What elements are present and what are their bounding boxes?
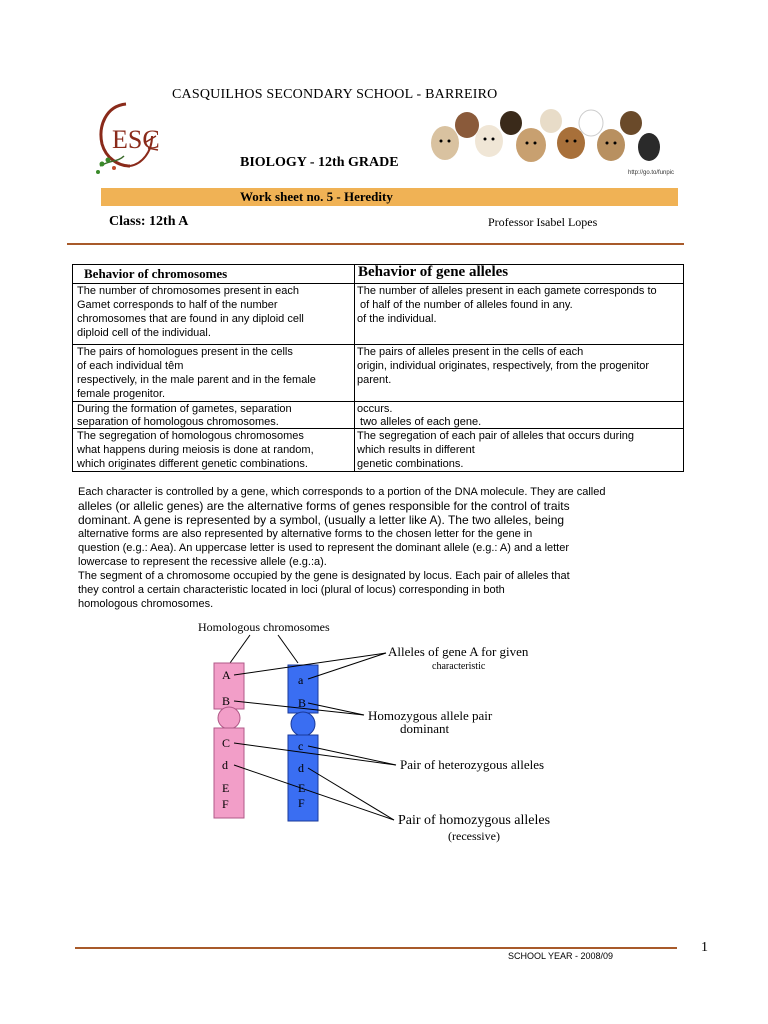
row1-right-line: of the individual. — [357, 313, 437, 325]
grade-title: BIOLOGY - 12th GRADE — [240, 155, 399, 170]
right-locus: B — [298, 696, 307, 710]
row4-right-line: which results in different — [357, 444, 475, 456]
school-logo — [90, 96, 162, 178]
row4-left-line: what happens during meiosis is done at random, — [77, 444, 314, 456]
header-chromosomes: Behavior of chromosomes — [84, 266, 228, 281]
row2-left-line: of each individual têm — [77, 360, 184, 372]
homologous-chromosomes-diagram — [190, 615, 590, 855]
row1-left-line: chromosomes that are found in any diploid cell — [77, 313, 304, 325]
row3-left-line: During the formation of gametes, separation — [77, 403, 292, 415]
row2-right-line: parent. — [357, 374, 392, 386]
right-locus: c — [298, 739, 304, 753]
row1-right-line: The number of alleles present in each gamete corresponds to — [357, 285, 657, 297]
body-text-line: lowercase to represent the recessive allele (e.g.:a). — [78, 556, 327, 568]
left-locus: d — [222, 758, 228, 772]
label-dominant: dominant — [400, 721, 450, 736]
label-characteristic: characteristic — [432, 661, 486, 672]
class-label: Class: 12th A — [109, 214, 189, 229]
worksheet-title: Work sheet no. 5 - Heredity — [240, 189, 393, 204]
row1-left-line: Gamet corresponds to half of the number — [77, 299, 278, 311]
row4-right-line: The segregation of each pair of alleles that occurs during — [357, 430, 634, 442]
footer-divider — [75, 947, 677, 949]
row2-left-line: The pairs of homologues present in the cells — [77, 346, 293, 358]
body-text-line: homologous chromosomes. — [78, 598, 214, 610]
image-credit-url: http://go.to/funpic — [628, 170, 675, 176]
professor-name: Professor Isabel Lopes — [488, 215, 598, 229]
right-locus: E — [298, 781, 306, 795]
body-text-line: The segment of a chromosome occupied by the gene is designated by locus. Each pair of alleles that — [78, 570, 570, 582]
body-text-line: Each character is controlled by a gene, which corresponds to a portion of the DNA molecule. They are called — [78, 486, 606, 498]
left-locus: B — [222, 694, 231, 708]
row-divider — [73, 344, 683, 345]
left-chromosome — [214, 663, 244, 818]
logo-letters: ESC — [112, 125, 160, 154]
header-divider — [67, 243, 684, 245]
page-number: 1 — [701, 940, 708, 955]
comparison-table — [72, 264, 684, 472]
right-locus: F — [298, 796, 305, 810]
left-locus: C — [222, 736, 231, 750]
right-chromosome — [288, 665, 318, 821]
label-homozygous-pair: Homozygous allele pair — [368, 708, 493, 723]
left-locus: F — [222, 797, 229, 811]
row2-left-line: female progenitor. — [77, 388, 166, 400]
row1-left-line: The number of chromosomes present in each — [77, 285, 299, 297]
body-text-line: they control a certain characteristic located in loci (plural of locus) corresponding in both — [78, 584, 505, 596]
diagram-title: Homologous chromosomes — [198, 620, 330, 634]
row-divider — [73, 283, 683, 284]
row2-right-line: origin, individual originates, respectively, from the progenitor — [357, 360, 650, 372]
body-text-line: dominant. A gene is represented by a symbol, (usually a letter like A). The two alleles, being — [78, 513, 565, 527]
column-divider — [354, 265, 355, 471]
row3-left-line: separation of homologous chromosomes. — [77, 416, 279, 428]
row4-left-line: which originates different genetic combinations. — [77, 458, 308, 470]
right-locus: d — [298, 761, 304, 775]
row1-left-line: diploid cell of the individual. — [77, 327, 211, 339]
row3-right-line: two alleles of each gene. — [357, 416, 482, 428]
row4-left-line: The segregation of homologous chromosomes — [77, 430, 304, 442]
puppies-photo — [427, 103, 662, 173]
body-text-line: question (e.g.: Aea). An uppercase letter is used to represent the dominant allele (e.g.: A) and a letter — [78, 542, 570, 554]
row2-left-line: respectively, in the male parent and in the female — [77, 374, 316, 386]
label-homozygous-alleles: Pair of homozygous alleles — [398, 813, 551, 828]
body-text-line: alleles (or allelic genes) are the alternative forms of genes responsible for the control of traits — [78, 499, 570, 513]
header-gene-alleles: Behavior of gene alleles — [358, 264, 509, 280]
row2-right-line: The pairs of alleles present in the cells of each — [357, 346, 584, 358]
label-alleles-gene-a: Alleles of gene A for given — [388, 644, 529, 659]
row4-right-line: genetic combinations. — [357, 458, 464, 470]
pointer-line — [230, 635, 250, 663]
right-locus: a — [298, 673, 304, 687]
left-locus: A — [222, 668, 231, 682]
pointer-line — [278, 635, 298, 663]
school-year: SCHOOL YEAR - 2008/09 — [508, 951, 614, 961]
left-locus: E — [222, 781, 230, 795]
row3-right-line: occurs. — [357, 403, 393, 415]
label-recessive: (recessive) — [448, 829, 500, 843]
label-heterozygous: Pair of heterozygous alleles — [400, 757, 545, 772]
body-text-line: alternative forms are also represented by alternative forms to the chosen letter for the gene in — [78, 528, 533, 540]
row-divider — [73, 401, 683, 402]
school-name: CASQUILHOS SECONDARY SCHOOL - BARREIRO — [172, 87, 498, 102]
row1-right-line: of half of the number of alleles found in any. — [357, 299, 573, 311]
